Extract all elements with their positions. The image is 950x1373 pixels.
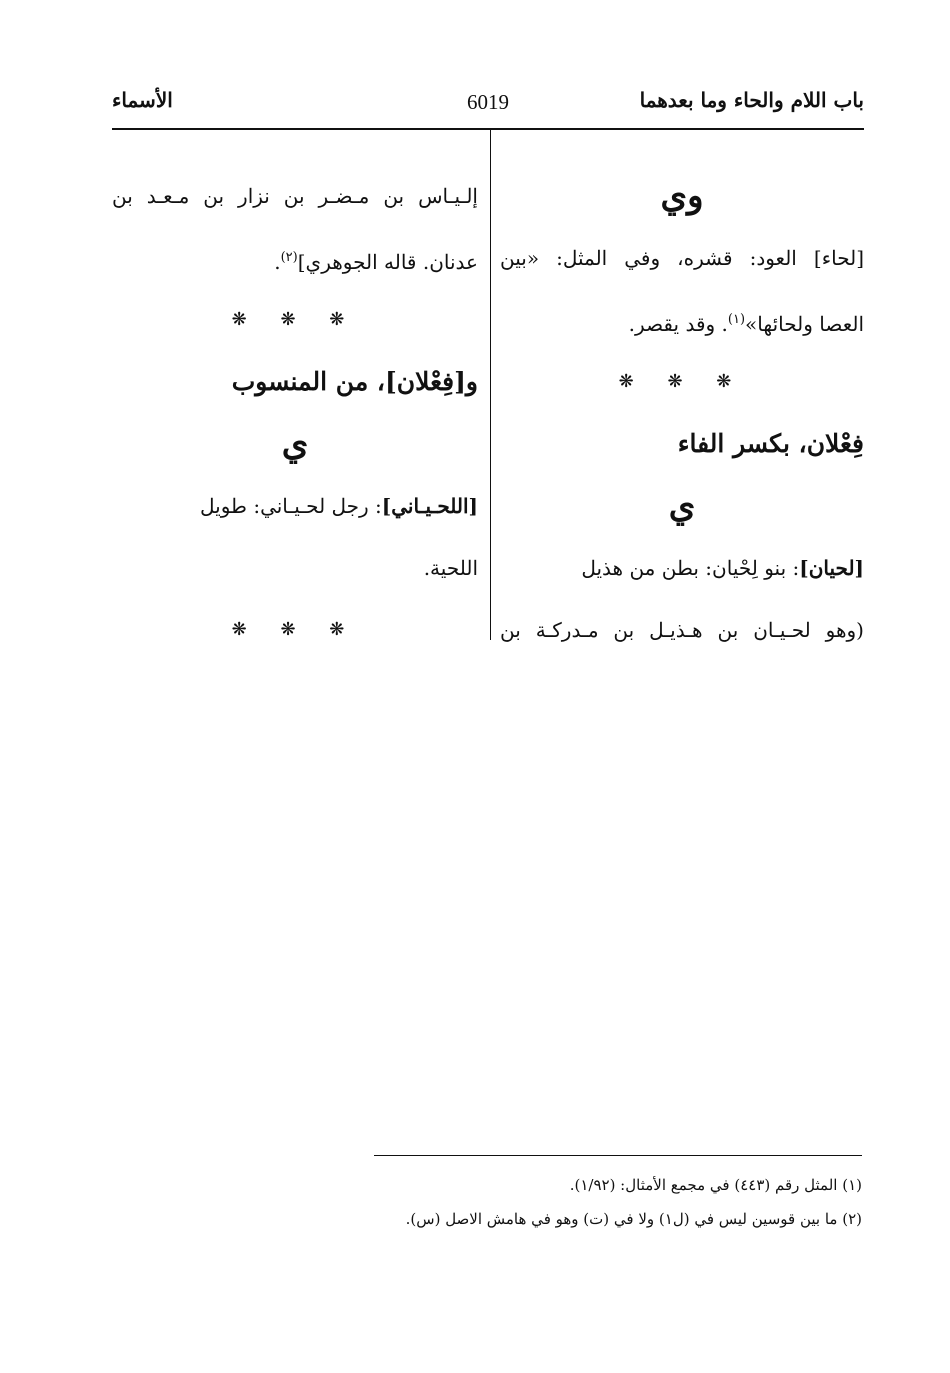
entry-text-line: [لحاء] العود: قشره، وفي المثل: «بين <box>500 246 864 270</box>
entry-headword: [لحيان] <box>799 556 864 580</box>
entry-text-line: (وهو لحـيـان بن هـذيـل بن مـدركـة بن <box>500 618 864 642</box>
entry-text-line <box>500 289 864 351</box>
right-column <box>500 165 864 661</box>
entry-text: العصا ولحائها» <box>745 312 864 336</box>
header-rule <box>112 128 864 130</box>
root-letter-heading: ي <box>668 486 696 526</box>
section-title: باب اللام والحاء وما بعدهما <box>639 88 864 112</box>
running-header <box>112 88 864 128</box>
entry-text-line <box>112 475 478 537</box>
entry-text-line <box>112 227 478 289</box>
root-letter-heading: وي <box>660 176 704 216</box>
entry-text: : رجل لحـيـاني: طويل <box>200 494 382 518</box>
column-divider <box>490 130 491 640</box>
footnote: (١) المثل رقم (٤٤٣) في مجمع الأمثال: (١/٩٢). <box>569 1176 862 1194</box>
section-separator: ❋ ❋ ❋ <box>618 371 746 392</box>
entry-text: . وقد يقصر. <box>628 312 728 336</box>
section-separator: ❋ ❋ ❋ <box>231 619 359 640</box>
entry-text: : بنو لِحْيان: بطن من هذيل <box>581 556 800 580</box>
entry-text-line: إلـيـاس بن مـضـر بن نزار بن مـعـد بن <box>112 184 478 208</box>
footnote: (٢) ما بين قوسين ليس في (ل١) ولا في (ت) وهو في هامش الاصل (س). <box>405 1210 862 1228</box>
page-number: 6019 <box>467 90 509 114</box>
entry-text: عدنان. قاله الجوهري] <box>297 250 478 274</box>
entry-headword: [اللحـيـاني] <box>381 494 478 518</box>
entry-text: . <box>274 250 281 274</box>
pattern-heading: و[فِعْلان]، من المنسوب <box>231 367 478 396</box>
entry-text-line <box>500 537 864 599</box>
pattern-heading: فِعْلان، بكسر الفاء <box>677 429 864 458</box>
entry-text-line: اللحية. <box>423 556 478 580</box>
root-letter-heading: ي <box>281 424 309 464</box>
footnotes <box>262 1168 862 1236</box>
footnote-ref: (١) <box>727 312 746 327</box>
section-separator: ❋ ❋ ❋ <box>231 309 359 330</box>
left-column <box>112 165 478 661</box>
footnote-ref: (٢) <box>280 250 298 265</box>
footnote-rule <box>374 1155 862 1156</box>
chapter-title: الأسماء <box>112 88 173 112</box>
